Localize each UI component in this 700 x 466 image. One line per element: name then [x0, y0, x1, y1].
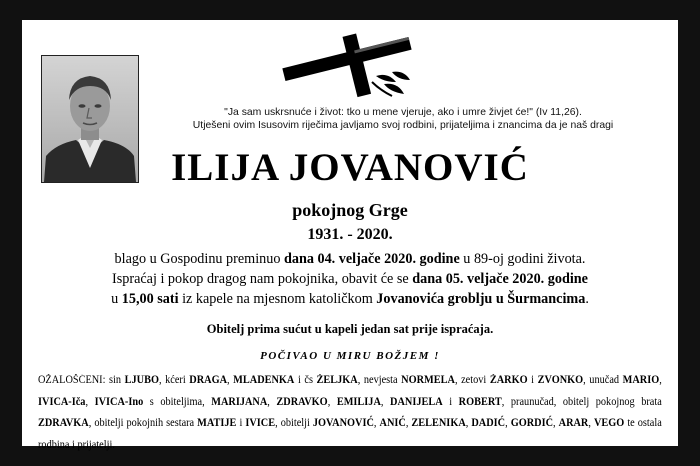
mourner-text: ,	[267, 395, 277, 408]
mourner-name: ZDRAVKA	[38, 417, 89, 429]
announcement-line-1: blago u Gospodinu preminuo dana 04. veljače 2020. godine u 89-oj godini života.	[114, 251, 586, 267]
cross-icon	[280, 32, 420, 107]
mourner-text: sin	[109, 374, 125, 386]
mourner-text: OŽALOŠĆENI:	[38, 374, 110, 386]
mourner-name: DADIĆ	[471, 417, 506, 429]
mourner-name: MATIJE	[197, 417, 237, 429]
mourner-text: i	[442, 395, 459, 408]
visitation-note: Obitelj prima sućut u kapeli jedan sat prije ispraćaja.	[206, 322, 494, 336]
mourner-text: ,	[380, 395, 391, 408]
father-name: pokojnog Grge	[292, 200, 408, 220]
mourner-text: ,	[227, 374, 234, 386]
mourner-text: , unučad	[583, 374, 623, 386]
mourner-name: DRAGA	[189, 374, 228, 386]
mourner-text: ,	[505, 417, 511, 429]
bible-quote	[142, 106, 664, 132]
life-years: 1931. - 2020.	[307, 226, 393, 243]
mourner-name: ANIĆ	[379, 417, 406, 429]
mourner-name: IVICE	[245, 417, 276, 429]
mourner-name: ZDRAVKO	[276, 395, 328, 408]
mourner-name: DANIJELA	[390, 395, 443, 408]
obituary-card	[22, 20, 678, 451]
announcement-line-2: Ispraćaj i pokop dragog nam pokojnika, obavit će se dana 05. veljače 2020. godine	[112, 271, 588, 287]
mourner-name: ZELENIKA	[411, 417, 466, 429]
mourner-text: ,	[85, 395, 95, 408]
mourner-text: i	[527, 374, 538, 386]
mourner-name: IVICA-Ino	[94, 395, 144, 408]
mourner-text: ,	[405, 417, 412, 429]
quote-line-1: "Ja sam uskrsnuće i život: tko u mene vjeruje, ako i umre živjet će!" (Iv 11,26).	[224, 107, 582, 118]
mourner-text: , obitelji	[275, 417, 313, 429]
mourner-name: JOVANOVIĆ	[312, 417, 374, 429]
mourner-name: MARIO	[622, 374, 660, 386]
mourner-text: ,	[588, 417, 594, 429]
mourner-text: s obiteljima,	[143, 395, 212, 408]
mourner-text: te ostala rodbina i prijatelji.	[38, 417, 662, 451]
mourner-text: , nevjesta	[357, 374, 402, 386]
mourner-name: NORMELA	[401, 374, 455, 386]
mourner-name: EMILIJA	[336, 395, 381, 408]
mourner-text: , zetovi	[454, 374, 490, 386]
mourner-name: GORDIĆ	[510, 417, 554, 429]
mourner-text: ,	[659, 374, 662, 386]
mourner-name: ŽARKO	[489, 374, 528, 386]
mourner-name: ARAR	[558, 417, 589, 429]
mourner-text: , praunučad, obitelj pokojnog brata	[501, 395, 662, 408]
mourner-text: , obitelji pokojnih sestara	[88, 417, 198, 429]
announcement-text	[22, 249, 678, 309]
mourner-name: MARIJANA	[211, 395, 268, 408]
announcement-line-3: u 15,00 sati iz kapele na mjesnom katoličkom Jovanovića groblju u Šurmancima.	[111, 291, 589, 307]
rest-in-peace: POČIVAO U MIRU BOŽJEM !	[260, 350, 440, 362]
deceased-name: ILIJA JOVANOVIĆ	[171, 146, 529, 189]
mourner-name: LJUBO	[124, 374, 159, 386]
mourner-text: ,	[553, 417, 559, 429]
mourner-text: ,	[327, 395, 337, 408]
mourner-name: IVICA-Iča	[38, 395, 86, 408]
mourners-list	[38, 370, 662, 456]
mourner-text: i	[236, 417, 246, 429]
mourner-text: ,	[465, 417, 472, 429]
mourner-text: ,	[373, 417, 380, 429]
mourner-text: i čs	[294, 374, 317, 386]
quote-line-2: Utješeni ovim Isusovim riječima javljamo svoj rodbini, prijateljima i znancima da je naš dragi	[192, 120, 614, 131]
mourner-name: MLADENKA	[233, 374, 295, 386]
mourner-name: ŽELJKA	[316, 374, 358, 386]
mourner-name: ROBERT	[458, 395, 502, 408]
mourner-text: , kćeri	[158, 374, 190, 386]
mourner-name: VEGO	[593, 417, 625, 429]
mourner-name: ZVONKO	[537, 374, 584, 386]
